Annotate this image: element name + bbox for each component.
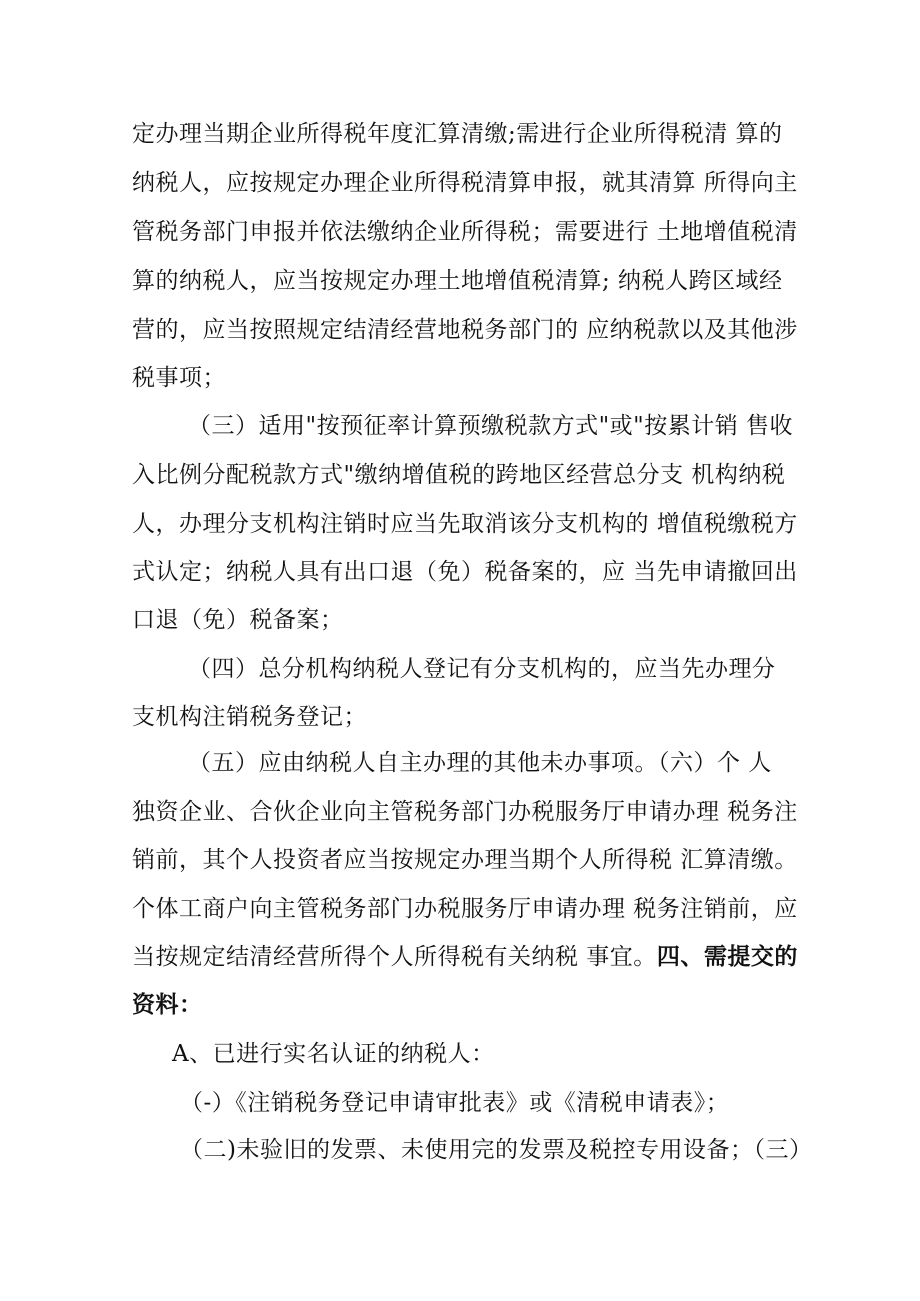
body-text-line: 营的，应当按照规定结清经营地税务部门的 应纳税款以及其他涉 (132, 317, 798, 343)
section-heading-required-materials: 四、需提交的 (656, 943, 798, 970)
body-text-line: 个体工商户向主管税务部门办税服务厅申请办理 税务注销前，应 (132, 896, 798, 922)
section-three-heading: （三）适用"按预征率计算预缴税款方式"或"按累计销 售收 (188, 413, 794, 439)
body-text-fragment: 当按规定结清经营所得个人所得税有关纳税 事宜。 (132, 944, 657, 970)
list-item-two: （二)未验旧的发票、未使用完的发票及税控专用设备；（三） (180, 1137, 813, 1163)
list-heading-a: A、已进行实名认证的纳税人： (172, 1041, 495, 1067)
body-text-line: 人，办理分支机构注销时应当先取消该分支机构的 增值税缴税方 (132, 511, 798, 537)
body-text-line (132, 941, 798, 973)
body-text-line: 支机构注销税务登记； (132, 704, 367, 730)
body-text-line: 算的纳税人，应当按规定办理土地增值税清算; 纳税人跨区域经 (132, 268, 783, 294)
body-text-line: 税事项； (132, 365, 226, 391)
body-text-line: 独资企业、合伙企业向主管税务部门办税服务厅申请办理 税务注 (132, 799, 798, 825)
body-text-line: 销前，其个人投资者应当按规定办理当期个人所得税 汇算清缴。 (132, 847, 798, 873)
body-text-line: 纳税人，应按规定办理企业所得税清算申报，就其清算 所得向主 (132, 170, 798, 196)
section-five-heading: （五）应由纳税人自主办理的其他未办事项。（六）个 人 (188, 750, 772, 776)
body-text-line: 口退（免）税备案； (132, 607, 344, 633)
body-text-line: 式认定；纳税人具有出口退（免）税备案的，应 当先申请撤回出 (132, 559, 798, 585)
section-four-heading: （四）总分机构纳税人登记有分支机构的，应当先办理分 (188, 656, 776, 682)
list-item-one: （-）《注销税务登记申请审批表》或《清税申请表》； (180, 1090, 730, 1116)
body-text-line: 管税务部门申报并依法缴纳企业所得税；需要进行 土地增值税清 (132, 219, 798, 245)
body-text-line: 入比例分配税款方式"缴纳增值税的跨地区经营总分支 机构纳税 (132, 462, 786, 488)
section-heading-continued: 资料： (132, 991, 203, 1018)
body-text-line: 定办理当期企业所得税年度汇算清缴;需进行企业所得税清 算的 (132, 121, 783, 147)
